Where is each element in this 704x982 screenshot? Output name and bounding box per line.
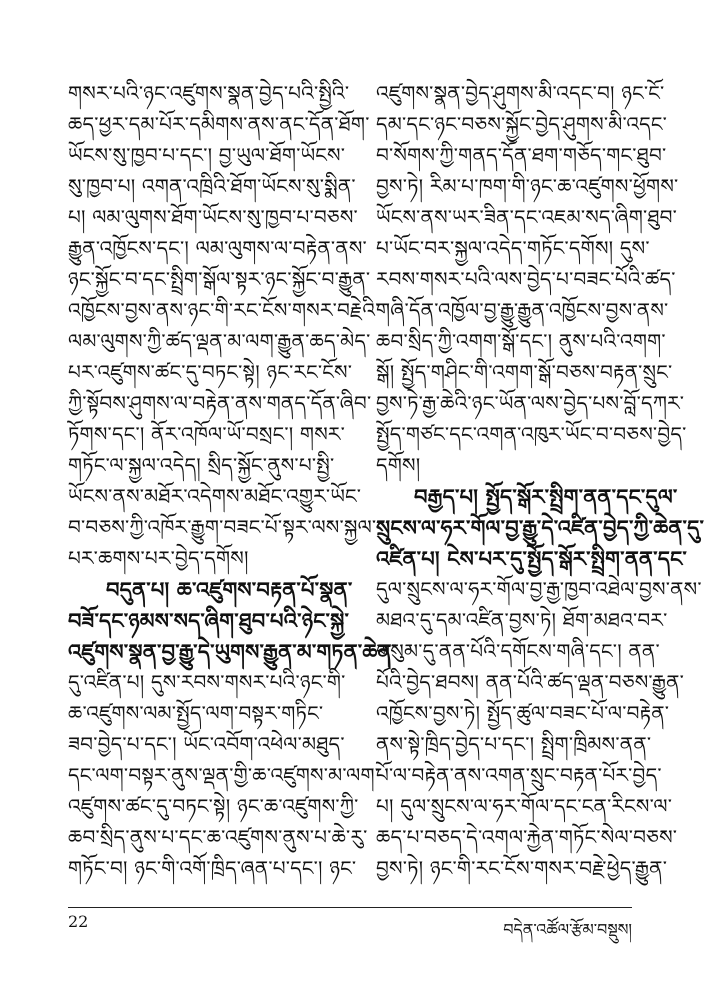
text-line: ཆ་འཛུགས་ལམ་སྤྱོད་ལག་བསྟར་གཏིང་: [68, 701, 324, 725]
text-line: འཁྱོངས་བྱས་ཏེ། སྤྱོད་ཚུལ་བཟང་པོ་ལ་བརྟེན་: [376, 701, 670, 725]
text-line: སྲུངས་ལ་ཧར་གོལ་བྱ་རྒྱུ་དེ་འཛིན་བྱེད་ཀྱི་ཆེན་དུ་: [376, 515, 704, 540]
text-line: ཉང་སྐྱོང་བ་དང་སྤྲིག་སྒོལ་སྟར་ཉང་སྐྱོང་བ་རྒྱུན་: [68, 267, 371, 291]
text-line: གཏོང་བ། ཉང་གི་འགོ་ཁྲིད་ཞན་པ་དང་། ཉང་: [68, 856, 357, 880]
text-line: དགོས།: [376, 453, 421, 477]
text-line: གསར་པའི་ཉང་འཛུགས་སྣན་བྱེད་པའི་སྤྱིའི་: [68, 81, 350, 105]
text-line: བཟོ་དང་ཉམས་སད་ཞིག་ཐུབ་པའི་ཉེང་སྐྱེ་: [68, 608, 350, 633]
text-line: པོ་ལ་བརྟེན་ནས་འགན་སྲུང་བརྟན་པོར་བྱེད་: [376, 763, 662, 787]
text-line: སྤྱོད་གཙང་དང་འགན་འཁུར་ཡོང་བ་བཅས་བྱེད་: [376, 422, 687, 446]
text-line: རབས་གསར་པའི་ལས་བྱེད་པ་བཟང་པོའི་ཚད་: [376, 267, 676, 291]
text-line: བྱས་ཏེ། ཉང་གི་རང་ངོས་གསར་བརྗེ་ཕྱེད་རྒྱུན་: [376, 856, 668, 880]
text-line: བ་བཅས་ཀྱི་འཁོར་རྒྱུག་བཟང་པོ་སྟར་ལས་སྐྱལ་: [68, 515, 377, 539]
text-line: བྱས་ཏེ་རྒྱ་ཆེའི་ཉང་ཡོན་ལས་བྱེད་པས་བློ་དཀར་: [376, 391, 685, 415]
text-line: སུ་ཁྱབ་པ། འགན་འཁྲིའི་ཐོག་ཡོངས་སུ་སྨིན་: [68, 174, 356, 198]
text-line: རྒྱུན་འཁྱོངས་དང་། ལམ་ལུགས་ལ་བརྟེན་ནས་: [68, 236, 367, 260]
left-text-column: [68, 78, 397, 884]
text-line: ཡོངས་ནས་མཐོར་འདེགས་མཐོང་འགྱུར་ཡོང་: [68, 484, 362, 508]
text-line: འཛུགས་སྣན་བྱ་རྒྱུ་དེ་ཡུགས་རྒྱུན་མ་གཏན་ཆེན་: [68, 639, 397, 664]
text-line: ཡོངས་སུ་ཁྱབ་པ་དང་། བྱ་ཡུལ་ཐོག་ཡོངས་: [68, 143, 346, 167]
text-line: སྒོ། སྤྱོད་གཤིང་གི་འགག་སྒོ་བཅས་བརྟན་སྲུང་: [376, 360, 673, 384]
text-line: མཐའ་དུ་དམ་འཛིན་བྱས་ཏེ། ཐོག་མཐའ་བར་: [376, 608, 668, 632]
text-line: གཏོང་ལ་སྐྱལ་འདེད། སྲིད་སྐྱོང་ནུས་པ་སྤྱི་: [68, 453, 335, 477]
text-line: བདུན་པ། ཆ་འཛུགས་བརྟན་པོ་སྣན་: [106, 577, 353, 602]
text-line: འཛུགས་ཚང་དུ་བཏང་སྟེ། ཉང་ཆ་འཛུགས་ཀྱི་: [68, 794, 359, 818]
text-line: པ་ཡོང་བར་སྐྱལ་འདེད་གཏོང་དགོས། དུས་: [376, 236, 650, 260]
text-line: པོའི་བྱེད་ཐབས། ནན་པོའི་ཚད་ལྡན་བཅས་རྒྱུན་: [376, 670, 685, 694]
text-line: བརྒྱད་པ། སྤྱོད་སྒོར་སྤྲིག་ནན་དང་དུལ་: [414, 484, 678, 509]
text-line: པ། ལམ་ལུགས་ཐོག་ཡོངས་སུ་ཁྱབ་པ་བཅས་: [68, 205, 358, 229]
text-line: འཁྱོངས་བྱས་ནས་ཉང་གི་རང་ངོས་གསར་བརྗེའི་: [68, 298, 380, 322]
page-number: 22: [68, 912, 89, 931]
text-line: ཏོགས་དང་། ནོར་འཁོལ་ཡོ་བསྲང་། གསར་: [68, 422, 345, 446]
text-line: ཆབ་སྲིད་ནུས་པ་དང་ཆ་འཛུགས་ནུས་པ་ཆེ་རུ་: [68, 825, 368, 849]
text-line: ཡོངས་ནས་ཡར་ཟིན་དང་འཇམ་སད་ཞིག་ཐུབ་: [376, 205, 678, 229]
text-line: པ། དུལ་སྲུངས་ལ་ཧར་གོལ་དང་ངན་རིངས་ལ་: [376, 794, 673, 818]
text-line: བྱས་ཏེ། རིམ་པ་ཁག་གི་ཉང་ཆ་འཛུགས་ཕྱོགས་: [376, 174, 679, 198]
text-line: དུལ་སྲུངས་ལ་ཧར་གོལ་བྱ་རྒྱ་ཁྱབ་འཐེལ་བྱས་ནས་: [376, 577, 702, 601]
text-line: དུ་འཛིན་པ། དུས་རབས་གསར་པའི་ཉང་གི་: [68, 670, 346, 694]
text-line: ཀྱི་སྟོབས་ཤུགས་ལ་བརྟེན་ནས་གནད་དོན་ཞིབ་: [68, 391, 372, 415]
text-line: ནས་སྟེ་ཁྲིད་བྱེད་པ་དང་། སྤྲིག་ཁྲིམས་ནན་: [376, 732, 652, 756]
footer-divider: [68, 907, 632, 908]
text-line: དམ་དང་ཉང་བཅས་སྐྱོང་བྱེད་ཤུགས་མི་འདང་: [376, 112, 668, 136]
text-line: ཆད་ཕྱར་དམ་པོར་དམིགས་ནས་ནང་དོན་ཐོག་: [68, 112, 370, 136]
publication-title: བདེན་འཚོལ་རྩོམ་བསྡུས།: [503, 920, 632, 939]
text-line: གསུམ་དུ་ནན་པོའི་དགོངས་གཞི་དང་། ནན་: [376, 639, 660, 663]
text-line: པར་ཆགས་པར་བྱེད་དགོས།: [68, 546, 249, 570]
text-line: ཆབ་སྲིད་ཀྱི་འགག་སྒོ་དང་། ནུས་པའི་འགག་: [376, 329, 666, 353]
text-line: པར་འཛུགས་ཚང་དུ་བཏང་སྟེ། ཉང་རང་ངོས་: [68, 360, 353, 384]
text-line: བ་སོགས་ཀྱི་གནད་དོན་ཐག་གཅོད་གང་ཐུབ་: [376, 143, 667, 167]
right-text-column: [376, 78, 704, 884]
text-line: ཆད་པ་བཅད་དེ་འགལ་རྐྱེན་གཏོང་སེལ་བཅས་: [376, 825, 678, 849]
text-line: འཛུགས་སྣན་བྱེད་ཤུགས་མི་འདང་བ། ཉང་ངོ་: [376, 81, 665, 105]
text-line: ཟབ་བྱེད་པ་དང་། ཡོང་འབོག་འཕེལ་མཐུད་: [68, 732, 345, 756]
text-line: དང་ལག་བསྟར་ནུས་ལྡན་གྱི་ཆ་འཛུགས་མ་ལག་: [68, 763, 380, 787]
text-line: འཛིན་པ། ངེས་པར་དུ་སྤྱོད་སྒོར་སྤྲིག་ནན་དང་: [376, 546, 688, 571]
text-line: ལམ་ལུགས་ཀྱི་ཚད་ལྡན་མ་ལག་རྒྱུན་ཆད་མེད་: [68, 329, 371, 353]
text-line: གཞི་དོན་འཁྱོལ་བྱ་རྒྱུ་རྒྱུན་འཁྱོངས་བྱས་ནས་: [376, 298, 669, 322]
